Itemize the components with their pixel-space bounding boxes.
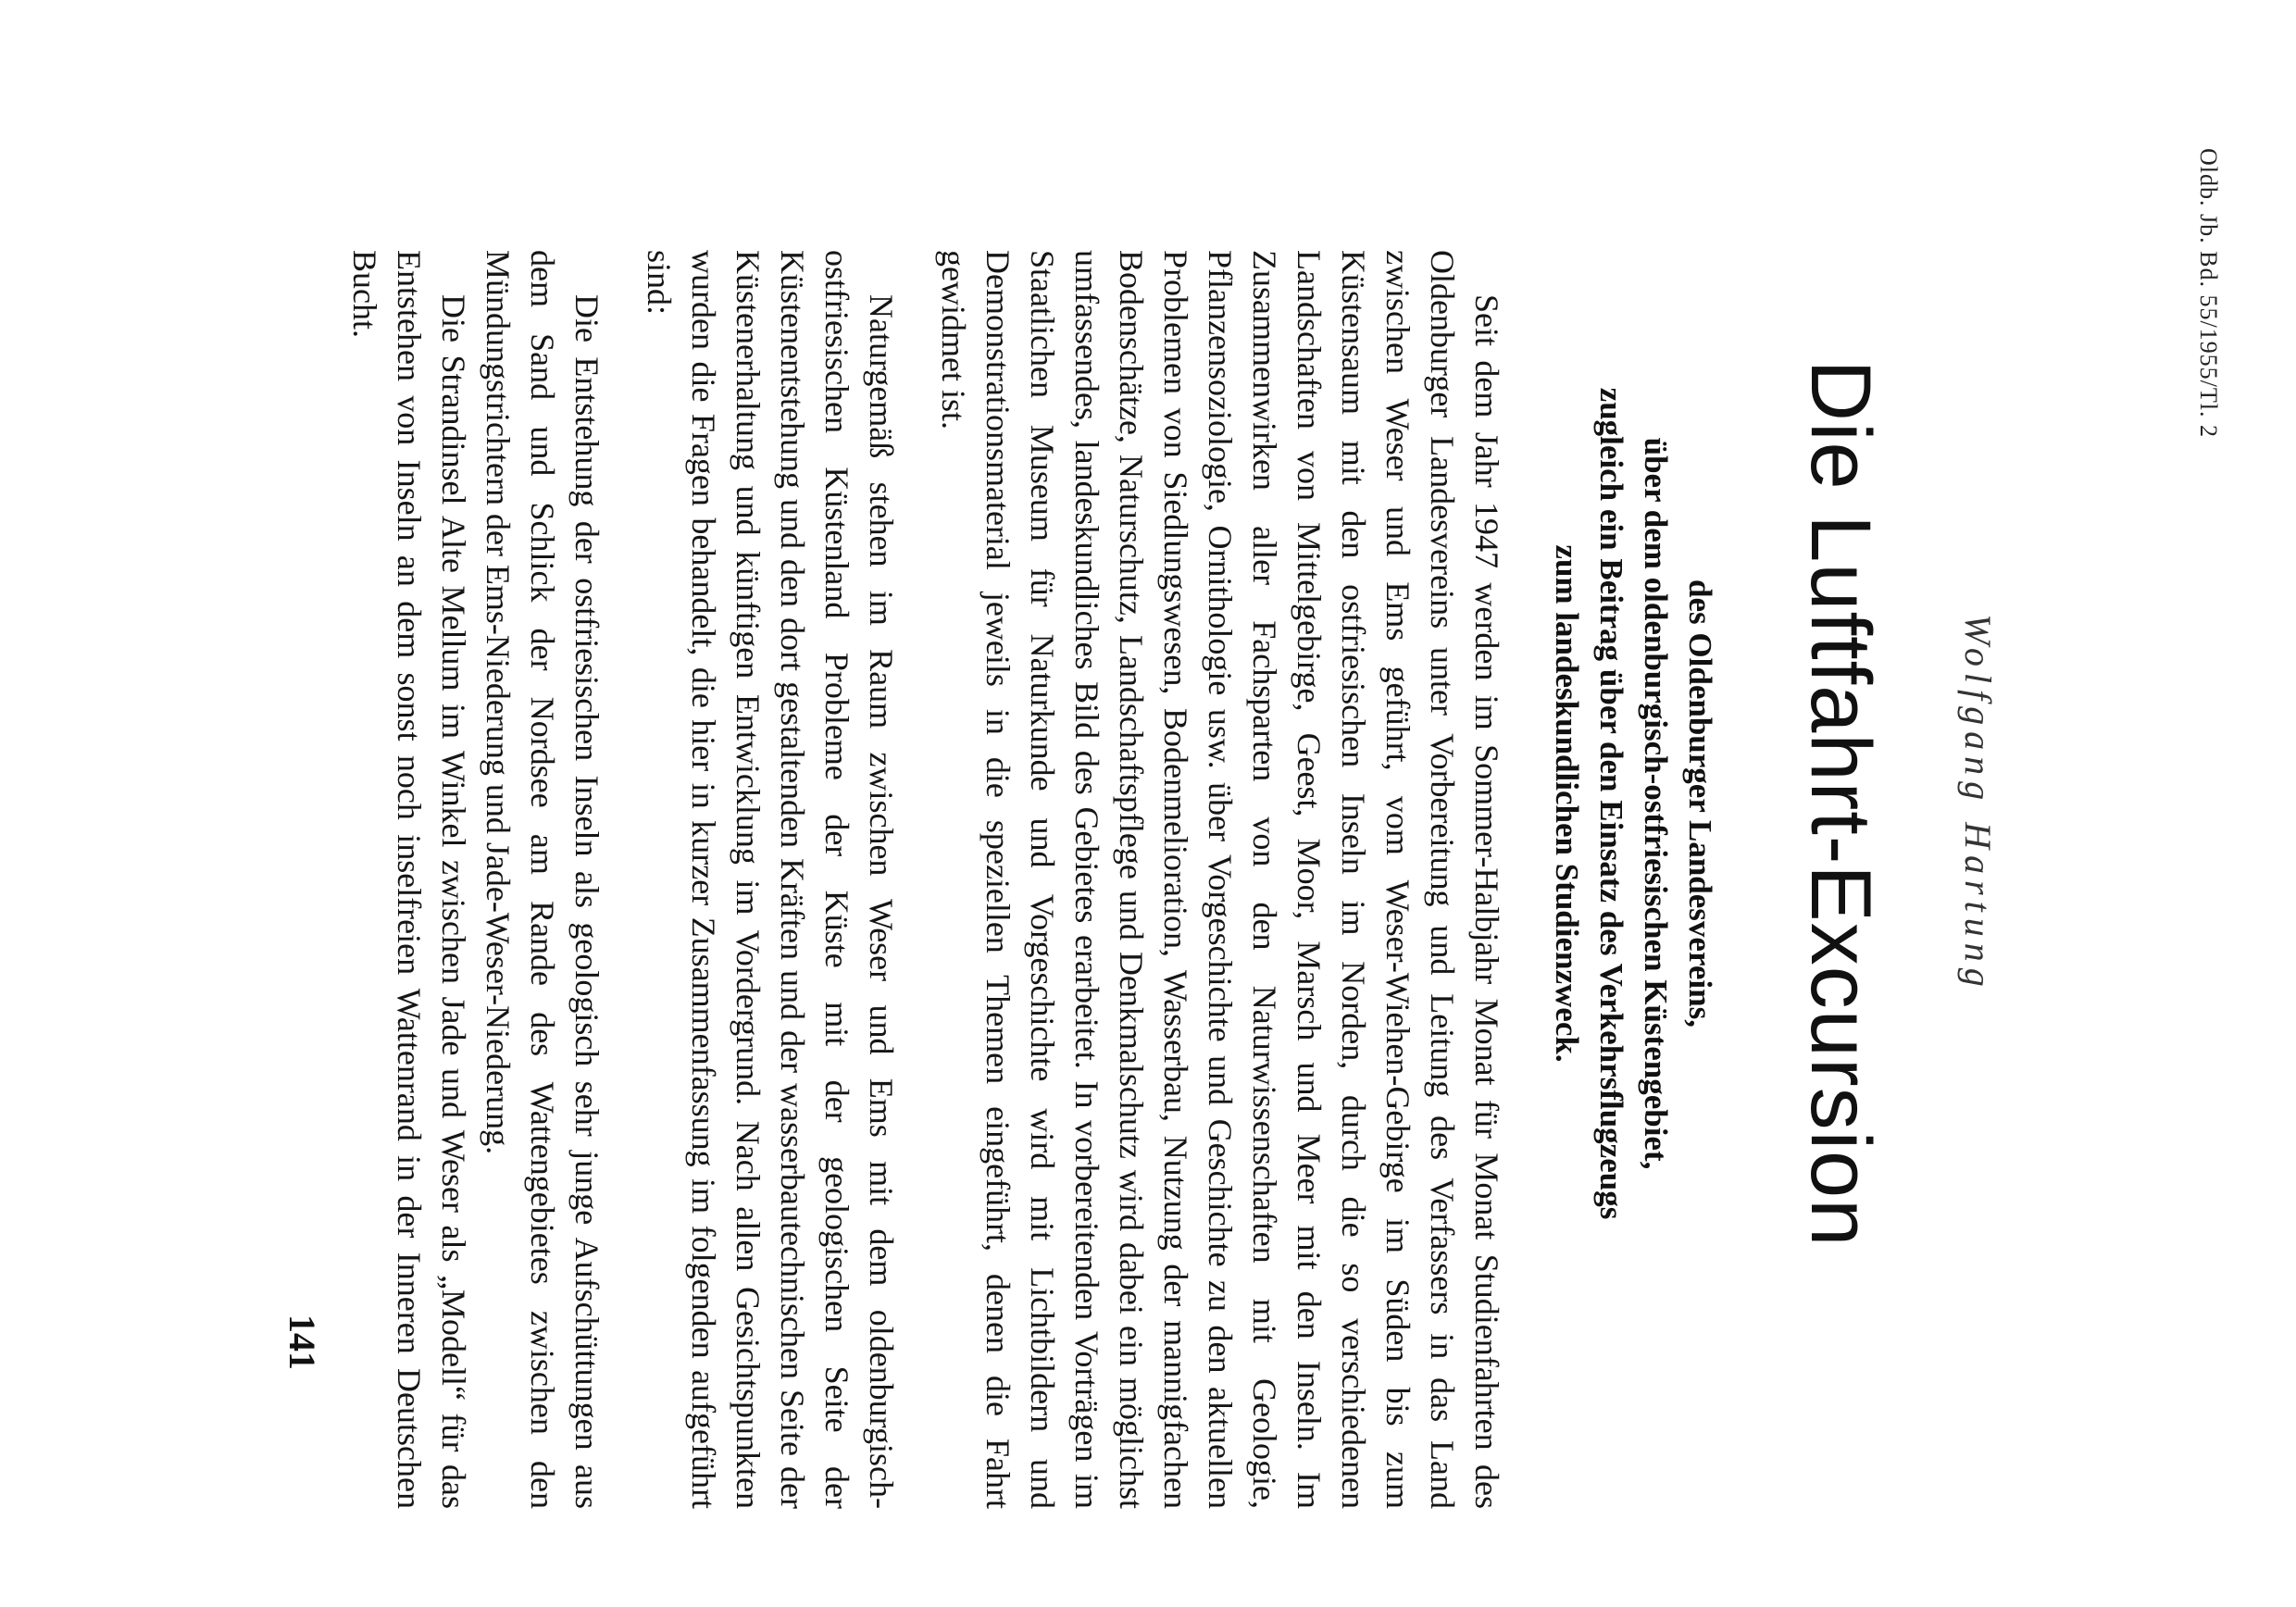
subtitle-line: zugleich ein Beitrag über den Einsatz des Verkehrsflugzeugs: [1593, 387, 1629, 1220]
page-number: 141: [281, 1314, 323, 1370]
article-body: [343, 250, 1509, 1509]
subtitle-line: über dem oldenburgisch-ostfriesischen Küstengebiet,: [1638, 437, 1674, 1170]
subtitle-line: des Oldenburger Landesvereins,: [1682, 579, 1718, 1028]
body-paragraph: Die Entstehung der ostfriesischen Inseln als geologisch sehr junge Aufschüttungen aus dem Sand und Schlick der Nordsee am Rande des Wattengebietes zwischen den Mündungstrichtern der Ems-Niederung und Jade-Weser-Niederung.: [480, 250, 605, 1509]
subtitle-line: zum landeskundlichen Studienzweck.: [1549, 544, 1585, 1063]
body-paragraph: Naturgemäß stehen im Raum zwischen Weser und Ems mit dem oldenburgisch-ostfriesischen Küstenland Probleme der Küste mit der geologischen Seite der Küstenentstehung und den dort gestaltenden Kräften und der wasserbautechnischen Seite der Küstenerhaltung und künftigen Entwicklung im Vordergrund. Nach allen Gesichtspunkten wurden die Fragen behandelt, die hier in kurzer Zusammenfassung im folgenden aufgeführt sind:: [641, 250, 900, 1509]
body-paragraph: Seit dem Jahr 1947 werden im Sommer-Halbjahr Monat für Monat Studienfahrten des Oldenburger Landesvereins unter Vorbereitung und Leitung des Verfassers in das Land zwischen Weser und Ems geführt, vom Weser-Wiehen-Gebirge im Süden bis zum Küstensaum mit den ostfriesischen Inseln im Norden, durch die so verschiedenen Landschaften von Mittelgebirge, Geest, Moor, Marsch und Meer mit den Inseln. Im Zusammenwirken aller Fachsparten von den Naturwissenschaften mit Geologie, Pflanzensoziologie, Ornithologie usw. über Vorgeschichte und Geschichte zu den aktuellen Problemen von Siedlungswesen, Bodenmelioration, Wasserbau, Nutzung der mannigfachen Bodenschätze, Naturschutz, Landschaftspflege und Denkmalschutz wird dabei ein möglichst umfassendes, landeskundliches Bild des Gebietes erarbeitet. In vorbereitenden Vorträgen im Staatlichen Museum für Naturkunde und Vorgeschichte wird mit Lichtbildern und Demonstrationsmaterial jeweils in die speziellen Themen eingeführt, denen die Fahrt gewidmet ist.: [935, 250, 1505, 1509]
body-paragraph: Die Strandinsel Alte Mellum im Winkel zwischen Jade und Weser als „Modell“ für das Entstehen von Inseln an dem sonst noch inselfreien Wattenrand in der Inneren Deutschen Bucht.: [346, 250, 472, 1509]
article-subtitle: [1544, 0, 1722, 1607]
author-name: Wolfgang Hartung: [1957, 614, 1999, 993]
journal-reference: Oldb. Jb. Bd. 55/1955/Tl. 2: [2195, 148, 2222, 439]
article-title: Die Luftfahrt-Excursion: [1793, 359, 1888, 1248]
